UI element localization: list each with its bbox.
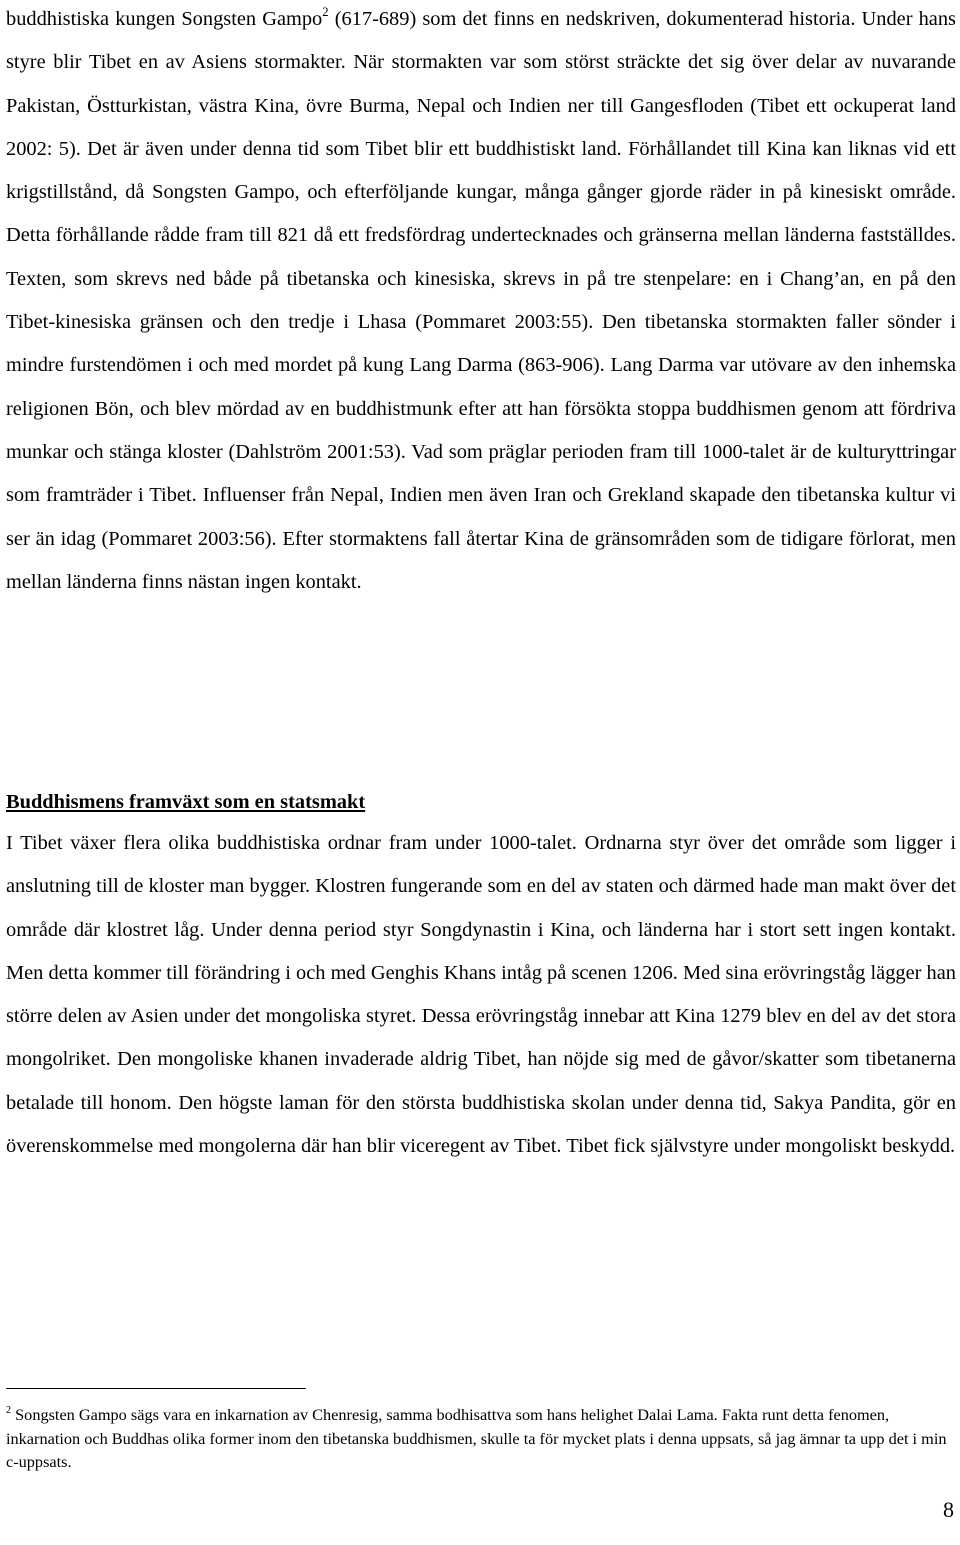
section-heading: Buddhismens framväxt som en statsmakt [6,791,366,813]
footnote-marker: 2 [6,1404,12,1416]
body-paragraph-2: I Tibet växer flera olika buddhistiska ordnar fram under 1000-talet. Ordnarna styr över det område som ligger i anslutning till de kloster man bygger. Klostren fungerande som en del av staten och därmed hade man makt över det område där klostret låg. Under denna period styr Songdynastin i Kina, och länderna har i stort sett ingen kontakt. Men detta kommer till förändring i och med Genghis Khans intåg på scenen 1206. Med sina erövringståg lägger han större delen av Asien under det mongoliska styret. Dessa erövringståg innebar att Kina 1279 blev en del av det stora mongolriket. Den mongoliske khanen invaderade aldrig Tibet, han nöjde sig med de gåvor/skatter som tibetanerna betalade till honom. Den högste laman för den största buddhistiska skolan under denna tid, Sakya Pandita, gör en överenskommelse med mongolerna där han blir viceregent av Tibet. Tibet fick självstyre under mongoliskt beskydd. [6,832,956,1158]
paragraph-1-lead-text: buddhistiska kungen Songsten Gampo [6,8,323,30]
page-number: 8 [943,1497,954,1522]
footnote-reference: 2 [322,5,329,20]
body-paragraph-1 [6,0,956,604]
footnote-text: Songsten Gampo sägs vara en inkarnation av Chenresig, samma bodhisattva som hans helighet Dalai Lama. Fakta runt detta fenomen, inkarnation och Buddhas olika former inom den tibetanska buddhismen, skulle ta för mycket plats i denna uppsats, så jag ämnar ta upp det i min c-uppsats. [6,1405,947,1471]
paragraph-1-text: (617-689) som det finns en nedskriven, dokumenterad historia. Under hans styre blir Tibet en av Asiens stormakter. När stormakten var som störst sträckte det sig över delar av nuvarande Pakistan, Östturkistan, västra Kina, övre Burma, Nepal och Indien ner till Gangesfloden (Tibet ett ockuperat land 2002: 5). Det är även under denna tid som Tibet blir ett buddhistiskt land. Förhållandet till Kina kan liknas vid ett krigstillstånd, då Songsten Gampo, och efterföljande kungar, många gånger gjorde räder in på kinesiskt område. Detta förhållande rådde fram till 821 då ett fredsfördrag undertecknades och gränserna mellan länderna fastställdes. Texten, som skrevs ned både på tibetanska och kinesiska, skrevs in på tre stenpelare: en i Chang’an, en på den Tibet-kinesiska gränsen och den tredje i Lhasa (Pommaret 2003:55). Den tibetanska stormakten faller sönder i mindre furstendömen i och med mordet på kung Lang Darma (863-906). Lang Darma var utövare av den inhemska religionen Bön, och blev mördad av en buddhistmunk efter att han försökta stoppa buddhismen genom att fördriva munkar och stänga kloster (Dahlström 2001:53). Vad som präglar perioden fram till 1000-talet är de kulturyttringar som framträder i Tibet. Influenser från Nepal, Indien men även Iran och Grekland skapade den tibetanska kultur vi ser än idag (Pommaret 2003:56). Efter stormaktens fall återtar Kina de gränsområden som de tidigare förlorat, men mellan länderna finns nästan ingen kontakt. [6,8,956,593]
footnote-separator [6,1388,306,1389]
footnote [6,1403,956,1474]
